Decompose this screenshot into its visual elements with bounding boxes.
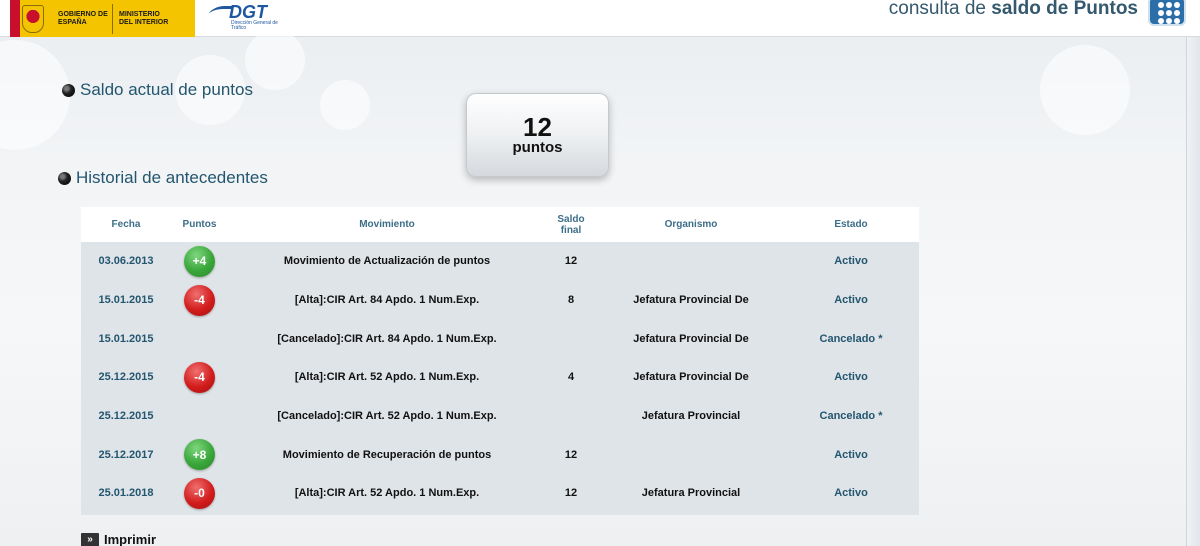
points-loss-badge: -4 bbox=[184, 362, 215, 393]
logo-divider bbox=[112, 4, 113, 34]
table-row bbox=[81, 474, 919, 513]
cell-estado: Activo bbox=[834, 294, 868, 307]
app-title-bold: saldo de Puntos bbox=[991, 0, 1138, 19]
bullet-icon bbox=[62, 84, 75, 97]
cell-organismo: Jefatura Provincial bbox=[641, 410, 741, 423]
col-movimiento: Movimiento bbox=[359, 219, 415, 230]
cell-movimiento: Movimiento de Actualización de puntos bbox=[283, 255, 491, 268]
cell-saldo-final: 12 bbox=[564, 487, 578, 500]
scrollbar[interactable] bbox=[1186, 37, 1200, 546]
col-organismo: Organismo bbox=[664, 219, 718, 230]
cell-saldo-final: 4 bbox=[567, 371, 575, 384]
dgt-logo-subtext: Dirección General de Tráfico bbox=[231, 20, 278, 31]
col-fecha: Fecha bbox=[111, 219, 141, 230]
saldo-heading bbox=[62, 80, 253, 100]
cell-estado: Activo bbox=[834, 371, 868, 384]
app-title-prefix: consulta de bbox=[888, 0, 992, 19]
cell-organismo: Jefatura Provincial bbox=[641, 487, 741, 500]
decor-blob bbox=[320, 80, 370, 130]
cell-saldo-final: 12 bbox=[564, 448, 578, 461]
cell-puntos bbox=[171, 478, 228, 509]
table-row bbox=[81, 358, 919, 397]
dgt-logo-text: DGT bbox=[229, 2, 267, 22]
points-gain-badge: +8 bbox=[184, 439, 215, 470]
table-row bbox=[81, 397, 919, 436]
table-row bbox=[81, 281, 919, 320]
cell-movimiento: Movimiento de Recuperación de puntos bbox=[282, 448, 492, 461]
cell-puntos bbox=[171, 246, 228, 277]
table-header bbox=[81, 207, 919, 242]
cell-organismo: Jefatura Provincial De bbox=[633, 371, 749, 384]
cell-organismo: Jefatura Provincial De bbox=[633, 294, 749, 307]
gov-line1: GOBIERNO DE ESPAÑA bbox=[58, 10, 108, 26]
cell-saldo-final: 8 bbox=[567, 294, 575, 307]
decor-blob bbox=[245, 30, 305, 90]
cell-puntos bbox=[171, 362, 228, 393]
header bbox=[0, 0, 1200, 37]
historial-heading-text: Historial de antecedentes bbox=[76, 168, 268, 187]
cell-fecha: 25.01.2018 bbox=[98, 487, 154, 500]
cell-fecha: 15.01.2015 bbox=[98, 294, 154, 307]
points-app-icon bbox=[1148, 0, 1186, 26]
cell-puntos bbox=[171, 285, 228, 316]
historial-heading bbox=[58, 168, 268, 188]
saldo-heading-text: Saldo actual de puntos bbox=[80, 80, 253, 99]
cell-fecha: 25.12.2015 bbox=[98, 410, 154, 423]
table-body bbox=[81, 242, 919, 513]
decor-blob bbox=[1040, 45, 1130, 135]
print-label: Imprimir bbox=[104, 532, 157, 546]
cell-movimiento: [Alta]:CIR Art. 84 Apdo. 1 Num.Exp. bbox=[294, 294, 480, 307]
points-gain-badge: +4 bbox=[184, 246, 215, 277]
table-row bbox=[81, 242, 919, 281]
cell-saldo-final: 12 bbox=[564, 255, 578, 268]
cell-estado: Cancelado * bbox=[819, 332, 883, 345]
gobierno-logo bbox=[10, 0, 195, 37]
cell-movimiento: [Cancelado]:CIR Art. 52 Apdo. 1 Num.Exp. bbox=[277, 410, 497, 423]
cell-estado: Cancelado * bbox=[819, 410, 883, 423]
table-row bbox=[81, 319, 919, 358]
decor-blob bbox=[0, 40, 70, 150]
points-loss-badge: -4 bbox=[184, 285, 215, 316]
cell-fecha: 15.01.2015 bbox=[98, 332, 154, 345]
cell-movimiento: [Alta]:CIR Art. 52 Apdo. 1 Num.Exp. bbox=[294, 371, 480, 384]
bullet-icon bbox=[58, 172, 71, 185]
col-estado: Estado bbox=[834, 219, 868, 230]
points-loss-badge: -0 bbox=[184, 478, 215, 509]
col-puntos: Puntos bbox=[182, 219, 217, 230]
cell-organismo: Jefatura Provincial De bbox=[633, 332, 749, 345]
app-title bbox=[889, 0, 1138, 20]
cell-movimiento: [Cancelado]:CIR Art. 84 Apdo. 1 Num.Exp. bbox=[277, 332, 497, 345]
points-balance-box bbox=[466, 93, 609, 177]
points-unit: puntos bbox=[512, 139, 563, 156]
double-chevron-icon: » bbox=[81, 533, 99, 546]
flag-stripe bbox=[10, 0, 20, 37]
cell-movimiento: [Alta]:CIR Art. 52 Apdo. 1 Num.Exp. bbox=[294, 487, 480, 500]
historial-table bbox=[81, 207, 919, 515]
cell-fecha: 03.06.2013 bbox=[98, 255, 154, 268]
cell-fecha: 25.12.2015 bbox=[98, 371, 154, 384]
cell-estado: Activo bbox=[834, 487, 868, 500]
gov-line2: MINISTERIO DEL INTERIOR bbox=[119, 10, 169, 26]
cell-estado: Activo bbox=[834, 255, 868, 268]
col-saldo-final: Saldo final bbox=[557, 213, 585, 236]
cell-estado: Activo bbox=[834, 448, 868, 461]
points-value: 12 bbox=[523, 112, 552, 142]
print-button[interactable] bbox=[81, 532, 156, 546]
cell-fecha: 25.12.2017 bbox=[98, 448, 154, 461]
cell-puntos bbox=[171, 439, 228, 470]
coat-of-arms-icon bbox=[22, 5, 44, 33]
table-row bbox=[81, 435, 919, 474]
